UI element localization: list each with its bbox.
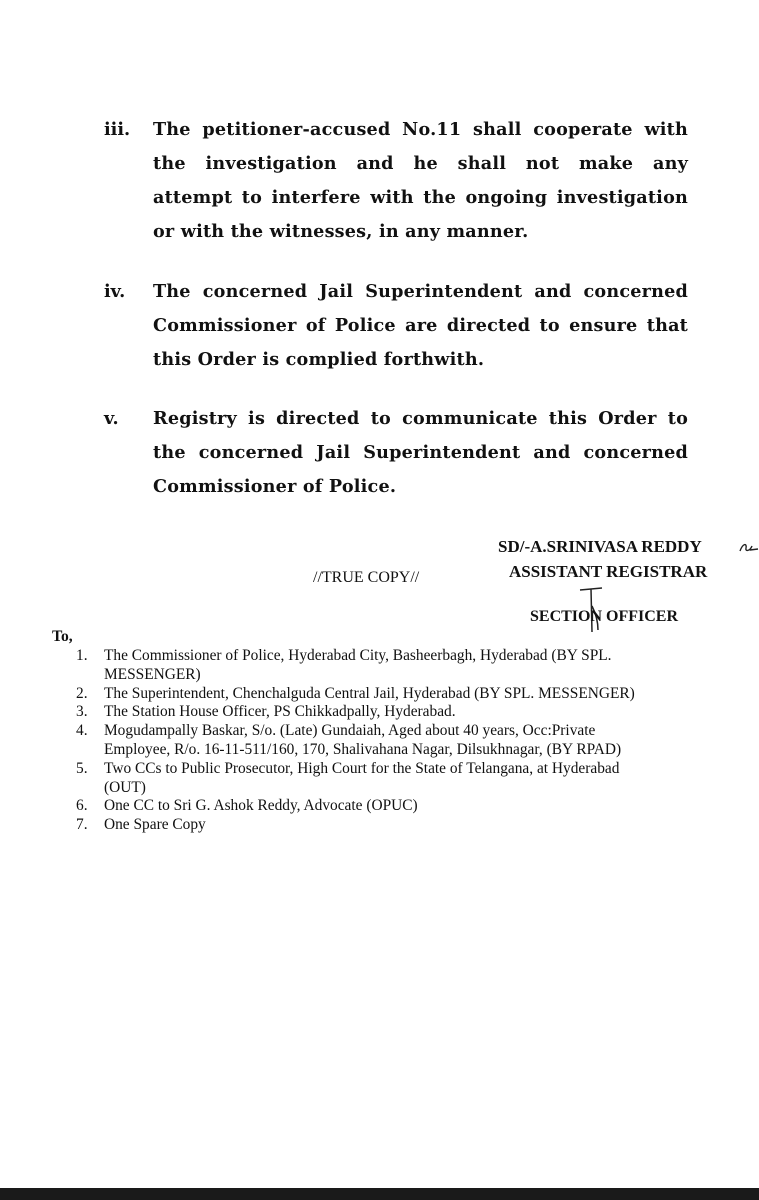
signature-name: SD/-A.SRINIVASA REDDY [498, 537, 702, 556]
recipient-line: One CC to Sri G. Ashok Reddy, Advocate (OPUC) [104, 797, 418, 815]
signature-designation: ASSISTANT REGISTRAR [509, 562, 708, 581]
recipient-line: The Station House Officer, PS Chikkadpally, Hyderabad. [104, 703, 456, 721]
order-item-number: iv. [104, 281, 126, 302]
recipient-number: 5. [76, 759, 88, 777]
recipient-number: 2. [76, 684, 88, 702]
order-line: Commissioner of Police are directed to ensure that [153, 315, 688, 336]
order-item-text [153, 113, 688, 249]
page-bottom-edge [0, 1188, 759, 1200]
recipient-line: MESSENGER) [104, 665, 201, 683]
recipient-line: The Superintendent, Chenchalguda Central Jail, Hyderabad (BY SPL. MESSENGER) [104, 684, 635, 702]
section-officer-label: SECTION OFFICER [530, 608, 679, 625]
recipient-number: 1. [76, 647, 88, 664]
recipient-line: One Spare Copy [104, 816, 206, 834]
order-line: Commissioner of Police. [153, 476, 397, 497]
recipient-line: (OUT) [104, 778, 146, 796]
recipient-item [0, 816, 694, 835]
recipient-line: The Commissioner of Police, Hyderabad City, Basheerbagh, Hyderabad (BY SPL. [104, 647, 612, 664]
order-item-text [153, 402, 688, 504]
handwritten-mark-icon [738, 539, 759, 555]
order-item-number: v. [104, 408, 119, 429]
recipient-item [0, 797, 694, 816]
recipient-item [0, 722, 694, 760]
recipient-item [0, 647, 694, 685]
order-line: this Order is complied forthwith. [153, 349, 485, 370]
order-item-number: iii. [104, 119, 131, 140]
recipient-list [0, 647, 759, 835]
recipient-line: Two CCs to Public Prosecutor, High Court for the State of Telangana, at Hyderabad [104, 759, 620, 777]
order-line: the concerned Jail Superintendent and concerned [153, 442, 688, 463]
order-line: or with the witnesses, in any manner. [153, 221, 529, 242]
recipient-item [0, 760, 694, 798]
recipient-item [0, 703, 694, 722]
recipient-number: 6. [76, 797, 88, 815]
order-line: The petitioner-accused No.11 shall cooperate with [153, 119, 688, 140]
order-item-text [153, 275, 688, 377]
recipient-item [0, 685, 694, 704]
to-label: To, [52, 628, 73, 645]
order-line: The concerned Jail Superintendent and concerned [153, 281, 688, 302]
order-line: the investigation and he shall not make any [153, 153, 688, 174]
recipient-number: 7. [76, 816, 88, 834]
recipient-line: Employee, R/o. 16-11-511/160, 170, Shalivahana Nagar, Dilsukhnagar, (BY RPAD) [104, 740, 622, 758]
true-copy-label: //TRUE COPY// [313, 569, 420, 586]
recipient-number: 4. [76, 722, 88, 740]
recipient-line: Mogudampally Baskar, S/o. (Late) Gundaiah, Aged about 40 years, Occ:Private [104, 722, 596, 740]
order-line: Registry is directed to communicate this Order to [153, 408, 688, 429]
order-line: attempt to interfere with the ongoing investigation [153, 187, 688, 208]
recipient-number: 3. [76, 703, 88, 721]
